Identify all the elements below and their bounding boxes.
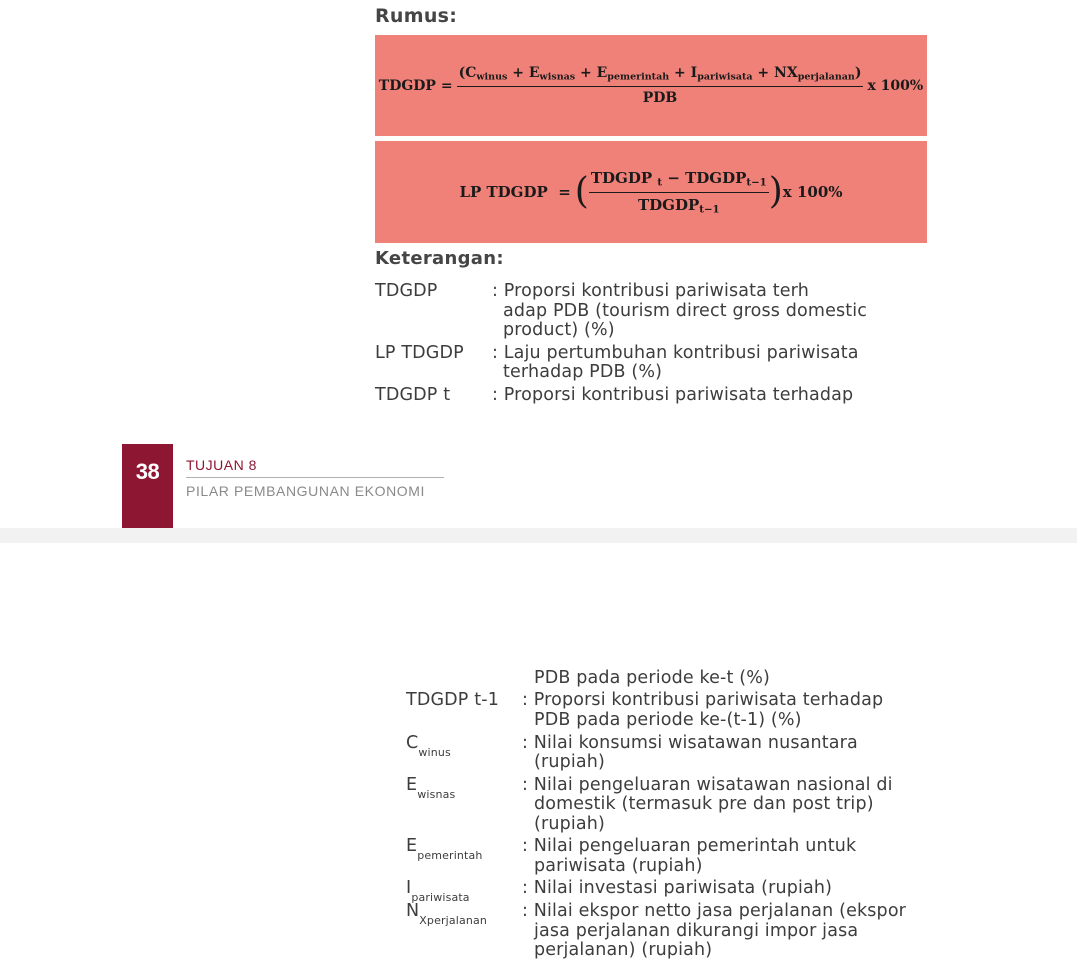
definition-desc-line: : Nilai konsumsi wisatawan nusantara	[522, 733, 858, 753]
definition-desc-line: : Proporsi kontribusi pariwisata terhadap	[492, 385, 854, 405]
formula1-fraction	[457, 65, 864, 105]
definition-c-winus	[406, 734, 966, 774]
formula2-numerator: TDGDP t − TDGDPt−1	[589, 169, 769, 193]
definition-desc-line: : Nilai pengeluaran wisatawan nasional di	[522, 775, 893, 795]
definition-term: TDGDP	[375, 281, 438, 301]
definition-desc-line: perjalanan) (rupiah)	[534, 940, 713, 960]
formula2-fraction	[589, 169, 769, 215]
footer-title: TUJUAN 8	[186, 457, 257, 473]
definition-desc-line: domestik (termasuk pre dan post trip)	[534, 794, 874, 814]
definition-desc-line: : Proporsi kontribusi pariwisata terhadap	[522, 690, 884, 710]
definition-term: $I_{pariwisata}$	[406, 878, 470, 904]
formula-tdgdp	[375, 35, 927, 136]
definition-desc-line: jasa perjalanan dikurangi impor jasa	[534, 921, 859, 941]
footer-subtitle: PILAR PEMBANGUNAN EKONOMI	[186, 483, 426, 499]
definition-desc-line: : Proporsi kontribusi pariwisata terh	[492, 281, 809, 301]
definition-desc-line: PDB pada periode ke-(t-1) (%)	[534, 710, 802, 730]
formula1-lhs: TDGDP =	[378, 77, 453, 94]
definition-i-pariwisata	[406, 878, 966, 904]
definition-nx-perjalanan	[406, 902, 966, 962]
definition-desc-line: : Nilai investasi pariwisata (rupiah)	[522, 878, 833, 898]
page-number-badge: 38	[122, 444, 173, 528]
definition-term: TDGDP t	[375, 385, 451, 405]
definition-desc-line: (rupiah)	[534, 752, 605, 772]
definition-term: $N_{Xperjalanan}$	[406, 901, 487, 927]
definition-tdgdp	[375, 282, 935, 342]
formula2-paren-close: )	[768, 171, 783, 212]
rumus-heading: Rumus:	[375, 5, 458, 27]
formula2-paren-open: (	[574, 171, 589, 212]
formula1-denominator: PDB	[642, 89, 678, 106]
definition-term: $E_{wisnas}$	[406, 775, 456, 801]
formula2-tail: x 100%	[782, 183, 843, 201]
definition-term: $E_{pemerintah}$	[406, 836, 483, 862]
continuation-line: PDB pada periode ke-t (%)	[534, 668, 770, 688]
definition-desc-line: (rupiah)	[534, 814, 605, 834]
keterangan-heading: Keterangan:	[375, 248, 504, 269]
formula2-denominator: TDGDPt−1	[637, 195, 720, 216]
definition-lp-tdgdp	[375, 344, 935, 384]
formula2-lhs: LP TDGDP =	[459, 183, 571, 201]
page-separator	[0, 528, 1077, 543]
definition-tdgdp-t-1	[406, 691, 966, 731]
definition-e-wisnas	[406, 776, 966, 836]
definition-e-pemerintah	[406, 837, 966, 877]
definition-desc-line: product) (%)	[503, 320, 615, 340]
definition-tdgdp-t	[375, 386, 935, 406]
definition-desc-line: : Nilai ekspor netto jasa perjalanan (ekspor	[522, 901, 907, 921]
definition-desc-line: pariwisata (rupiah)	[534, 856, 703, 876]
definition-term: $C_{winus}$	[406, 733, 451, 759]
definition-desc-line: : Nilai pengeluaran pemerintah untuk	[522, 836, 857, 856]
formula1-numerator: (Cwinus + Ewisnas + Epemerintah + Ipariwisata + NXperjalanan)	[457, 65, 864, 86]
definition-desc-line: terhadap PDB (%)	[503, 362, 663, 382]
definition-term: TDGDP t-1	[406, 690, 499, 710]
definition-desc-line: : Laju pertumbuhan kontribusi pariwisata	[492, 343, 859, 363]
definition-desc-line: adap PDB (tourism direct gross domestic	[503, 301, 868, 321]
formula1-tail: x 100%	[867, 77, 924, 94]
footer-divider	[186, 477, 444, 478]
formula-lp-tdgdp	[375, 141, 927, 243]
definition-term: LP TDGDP	[375, 343, 464, 363]
